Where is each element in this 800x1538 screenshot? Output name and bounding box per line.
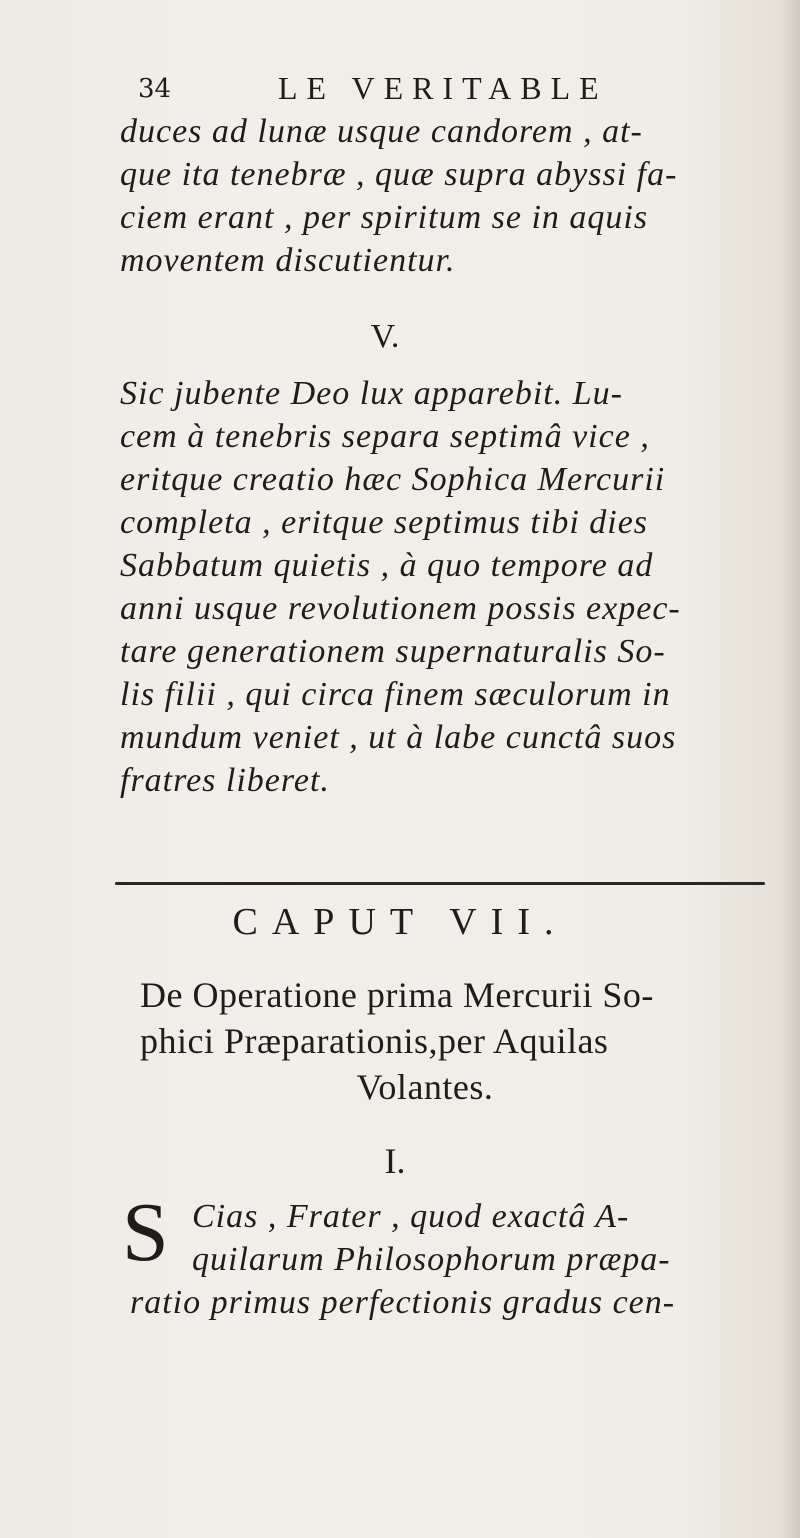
chapter-heading xyxy=(140,972,770,1110)
paragraph-section-i xyxy=(122,1186,770,1324)
running-head xyxy=(138,70,698,110)
chapter-divider-rule xyxy=(115,882,765,885)
text-line: mundum veniet , ut à labe cunctâ suos xyxy=(120,719,677,756)
text-line: quilarum Philosophorum præpa- xyxy=(192,1241,671,1278)
heading-line: Volantes. xyxy=(356,1067,494,1107)
running-head-title: LE VERITABLE xyxy=(278,70,608,106)
section-numeral-i: I. xyxy=(384,1141,406,1181)
page-edge-shadow xyxy=(782,0,800,1538)
text-line: eritque creatio hæc Sophica Mercurii xyxy=(120,461,666,498)
heading-line: De Operatione prima Mercurii So- xyxy=(140,975,654,1015)
text-line: anni usque revolutionem possis expec- xyxy=(120,590,681,627)
text-line: lis filii , qui circa finem sæculorum in xyxy=(120,676,671,713)
text-line: completa , eritque septimus tibi dies xyxy=(120,504,649,541)
drop-cap: S xyxy=(122,1186,170,1279)
paragraph-section-v xyxy=(120,372,770,802)
text-line: Cias , Frater , quod exactâ A- xyxy=(192,1198,630,1235)
text-line: tare generationem supernaturalis So- xyxy=(120,633,666,670)
text-line: fratres liberet. xyxy=(120,762,330,799)
text-line: duces ad lunæ usque candorem , at- xyxy=(120,113,643,150)
text-line: cem à tenebris separa septimâ vice , xyxy=(120,418,650,455)
text-line: Sic jubente Deo lux apparebit. Lu- xyxy=(120,375,623,412)
section-numeral-v: V. xyxy=(370,318,400,355)
paragraph-continuation xyxy=(120,110,770,282)
heading-line: phici Præparationis,per Aquilas xyxy=(140,1021,609,1061)
text-line: Sabbatum quietis , à quo tempore ad xyxy=(120,547,654,584)
chapter-title: CAPUT VII. xyxy=(232,901,568,943)
text-line: moventem discutientur. xyxy=(120,242,456,279)
text-line: que ita tenebræ , quæ supra abyssi fa- xyxy=(120,156,678,193)
text-line: ciem erant , per spiritum se in aquis xyxy=(120,199,649,236)
text-line: ratio primus perfectionis gradus cen- xyxy=(130,1284,676,1321)
page-number: 34 xyxy=(138,74,172,104)
